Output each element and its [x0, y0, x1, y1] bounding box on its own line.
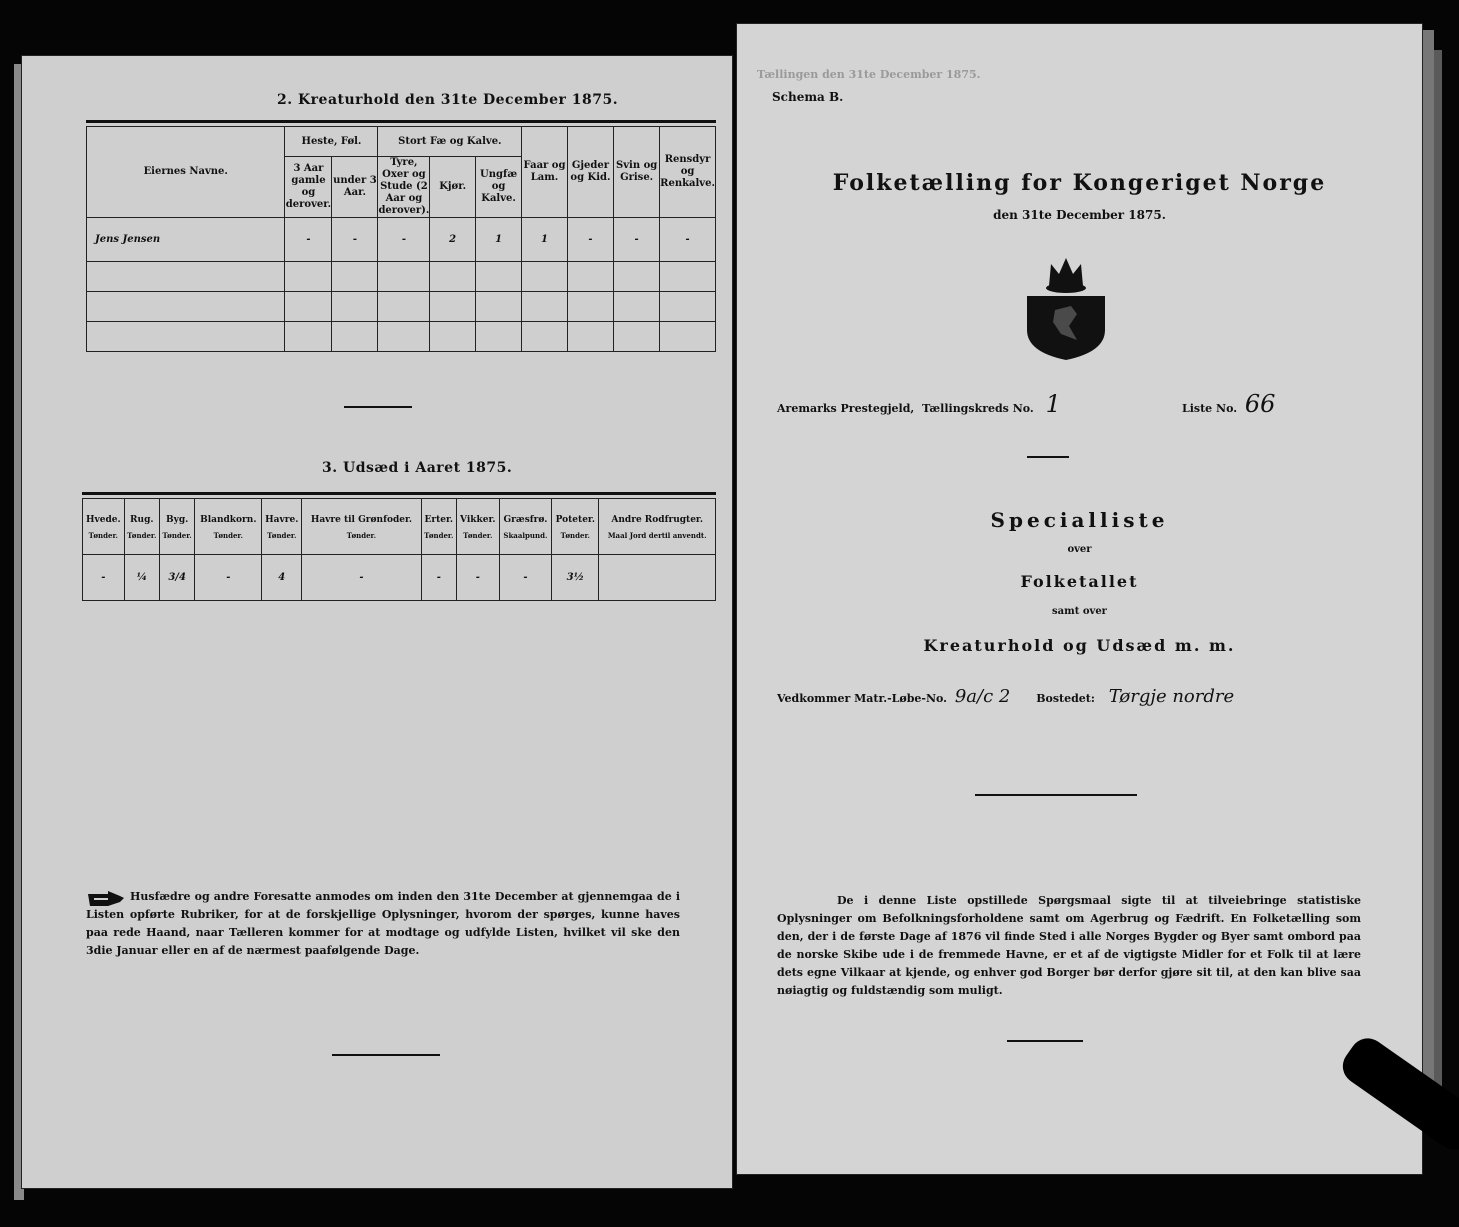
udsaed-col-name: Erter. — [424, 514, 454, 525]
col-heste-under3: under 3 Aar. — [332, 157, 378, 218]
faint-header-bleed: Tællingen den 31te December 1875. — [757, 68, 981, 81]
matr-line — [777, 686, 1234, 707]
udsaed-cell: - — [421, 555, 456, 601]
notice-end-rule — [332, 1054, 440, 1056]
udsaed-col-header — [83, 499, 125, 555]
udsaed-col-name: Havre til Grønfoder. — [310, 514, 413, 525]
udsaed-col-header — [499, 499, 552, 555]
udsaed-col-unit: Tønder. — [267, 530, 297, 540]
udsaed-col-header — [421, 499, 456, 555]
udsaed-header-row — [83, 499, 716, 555]
udsaed-top-rule — [82, 492, 716, 495]
cell-ungfae: 1 — [475, 218, 521, 262]
udsaed-col-name: Blandkorn. — [200, 514, 257, 525]
udsaed-cell — [599, 555, 716, 601]
header-separator — [1027, 456, 1069, 458]
coat-of-arms-icon — [1021, 252, 1111, 362]
udsaed-col-header — [599, 499, 716, 555]
udsaed-col-name: Havre. — [265, 514, 299, 525]
page-edge-right-2 — [1434, 50, 1442, 1090]
col-eier: Eiernes Navne. — [87, 127, 285, 218]
specialliste-heading: Specialliste — [990, 508, 1169, 532]
notice-text: Husfædre og andre Foresatte anmodes om inden den 31te December at gjennemgaa de i Listen opførte Rubriker, for at de forskjellige Oplysninger, hvorom der spørges, kunne haves paa rede Haand, naar Tælleren kommer for at modtage og udfylde Listen, hvilket vil ske den 3die Januar eller en af de nærmest paafølgende Dage. — [86, 890, 680, 957]
udsaed-col-name: Byg. — [165, 514, 189, 525]
udsaed-col-unit: Tønder. — [346, 530, 377, 540]
udsaed-cell: - — [83, 555, 125, 601]
schema-label: Schema B. — [772, 90, 844, 104]
table-row — [83, 555, 716, 601]
cell-faar: 1 — [522, 218, 568, 262]
page-edge-right — [1420, 30, 1434, 1110]
kreds-label: Tællingskreds No. — [922, 402, 1034, 415]
col-kjor: Kjør. — [430, 157, 476, 218]
udsaed-col-header — [302, 499, 421, 555]
udsaed-col-header — [552, 499, 599, 555]
udsaed-col-name: Vikker. — [460, 514, 496, 525]
table-row-empty — [87, 322, 716, 352]
udsaed-cell: ¼ — [124, 555, 159, 601]
udsaed-cell: 3/4 — [159, 555, 194, 601]
left-page — [22, 56, 732, 1188]
udsaed-cell: - — [456, 555, 499, 601]
table-row-empty — [87, 292, 716, 322]
folketallet-heading: Folketallet — [1020, 572, 1139, 591]
udsaed-col-header — [195, 499, 262, 555]
liste-value: 66 — [1244, 390, 1276, 418]
udsaed-col-name: Hvede. — [85, 514, 121, 525]
kreaturhold-end-rule — [344, 406, 412, 408]
matr-value: 9a/c 2 — [954, 686, 1011, 707]
liste-line — [1182, 390, 1275, 418]
cell-kjor: 2 — [430, 218, 476, 262]
cell-tyre: - — [378, 218, 430, 262]
kreds-value: 1 — [1045, 390, 1061, 418]
matr-label: Vedkommer Matr.-Løbe-No. — [777, 692, 947, 705]
udsaed-table — [82, 498, 716, 601]
bostedet-value: Tørgje nordre — [1108, 686, 1235, 707]
cell-heste-under3: - — [332, 218, 378, 262]
right-page — [737, 24, 1422, 1174]
col-tyre: Tyre, Oxer og Stude (2 Aar og derover). — [378, 157, 430, 216]
cell-gjeder: - — [567, 218, 613, 262]
col-gjeder: Gjeder og Kid. — [567, 127, 613, 218]
udsaed-col-header — [124, 499, 159, 555]
udsaed-cell: - — [499, 555, 552, 601]
census-title: Folketælling for Kongeriget Norge — [832, 170, 1327, 196]
udsaed-col-name: Poteter. — [555, 514, 595, 525]
udsaed-col-name: Rug. — [130, 514, 154, 525]
col-rensdyr: Rensdyr og Renkalve. — [660, 127, 716, 218]
liste-label: Liste No. — [1182, 402, 1238, 415]
table-row — [87, 218, 716, 262]
udsaed-col-unit: Tønder. — [560, 530, 590, 540]
kreaturhold-top-rule — [86, 120, 716, 123]
udsaed-col-unit: Tønder. — [162, 530, 192, 540]
col-svin: Svin og Grise. — [614, 127, 660, 218]
footer-rule — [1007, 1040, 1083, 1042]
udsaed-col-header — [159, 499, 194, 555]
col-faar: Faar og Lam. — [522, 127, 568, 218]
udsaed-cell: 3½ — [552, 555, 599, 601]
udsaed-col-name: Græsfrø. — [503, 514, 548, 525]
udsaed-col-unit: Tønder. — [127, 530, 157, 540]
udsaed-col-unit: Skaalpund. — [503, 530, 548, 540]
col-stort-group: Stort Fæ og Kalve. — [378, 127, 522, 157]
cell-rensdyr: - — [660, 218, 716, 262]
udsaed-col-unit: Tønder. — [424, 530, 454, 540]
udsaed-cell: - — [195, 555, 262, 601]
udsaed-col-unit: Tønder. — [463, 530, 493, 540]
prestegjeld-label: Aremarks Prestegjeld, — [777, 402, 915, 415]
udsaed-col-unit: Tønder. — [213, 530, 243, 540]
udsaed-col-header — [262, 499, 302, 555]
udsaed-col-name: Andre Rodfrugter. — [611, 514, 703, 525]
kreaturhold-udsaed-heading: Kreaturhold og Udsæd m. m. — [923, 636, 1236, 655]
bostedet-label: Bostedet: — [1036, 692, 1095, 705]
census-date: den 31te December 1875. — [993, 208, 1166, 222]
cell-eier: Jens Jensen — [87, 218, 285, 262]
samt-over-label: samt over — [1052, 606, 1107, 617]
udsaed-col-unit: Tønder. — [88, 530, 118, 540]
description-text: De i denne Liste opstillede Spørgsmaal sigte til at tilveiebringe statistiske Oplysninger om Befolkningsforholdene samt om Agerbrug og Fædrift. En Folketælling som den, der i de første Dage af 1876 vil finde Sted i alle Norges Bygder og Byer samt ombord paa de norske Skibe ude i de fremmede Havne, er et af de vigtigste Midler for et Folk til at lære dets egne Vilkaar at kjende, og enhver god Borger bør derfor gjøre sit til, at den kan blive saa nøiagtig og fuldstændig som muligt. — [777, 894, 1361, 997]
over-label: over — [1067, 544, 1092, 555]
cell-heste-3aar: - — [285, 218, 332, 262]
col-ungfae: Ungfæ og Kalve. — [475, 157, 521, 218]
cell-svin: - — [614, 218, 660, 262]
udsaed-cell: - — [302, 555, 421, 601]
prestegjeld-line — [777, 390, 1061, 418]
col-heste-group: Heste, Føl. — [285, 127, 378, 157]
kreaturhold-table — [86, 126, 716, 352]
kreaturhold-title: 2. Kreaturhold den 31te December 1875. — [277, 92, 619, 108]
udsaed-cell: 4 — [262, 555, 302, 601]
col-heste-3aar: 3 Aar gamle og derover. — [285, 157, 332, 218]
udsaed-col-header — [456, 499, 499, 555]
udsaed-title: 3. Udsæd i Aaret 1875. — [322, 460, 513, 476]
udsaed-col-unit: Maal Jord dertil anvendt. — [607, 530, 707, 540]
table-row-empty — [87, 262, 716, 292]
matr-end-rule — [975, 794, 1137, 796]
